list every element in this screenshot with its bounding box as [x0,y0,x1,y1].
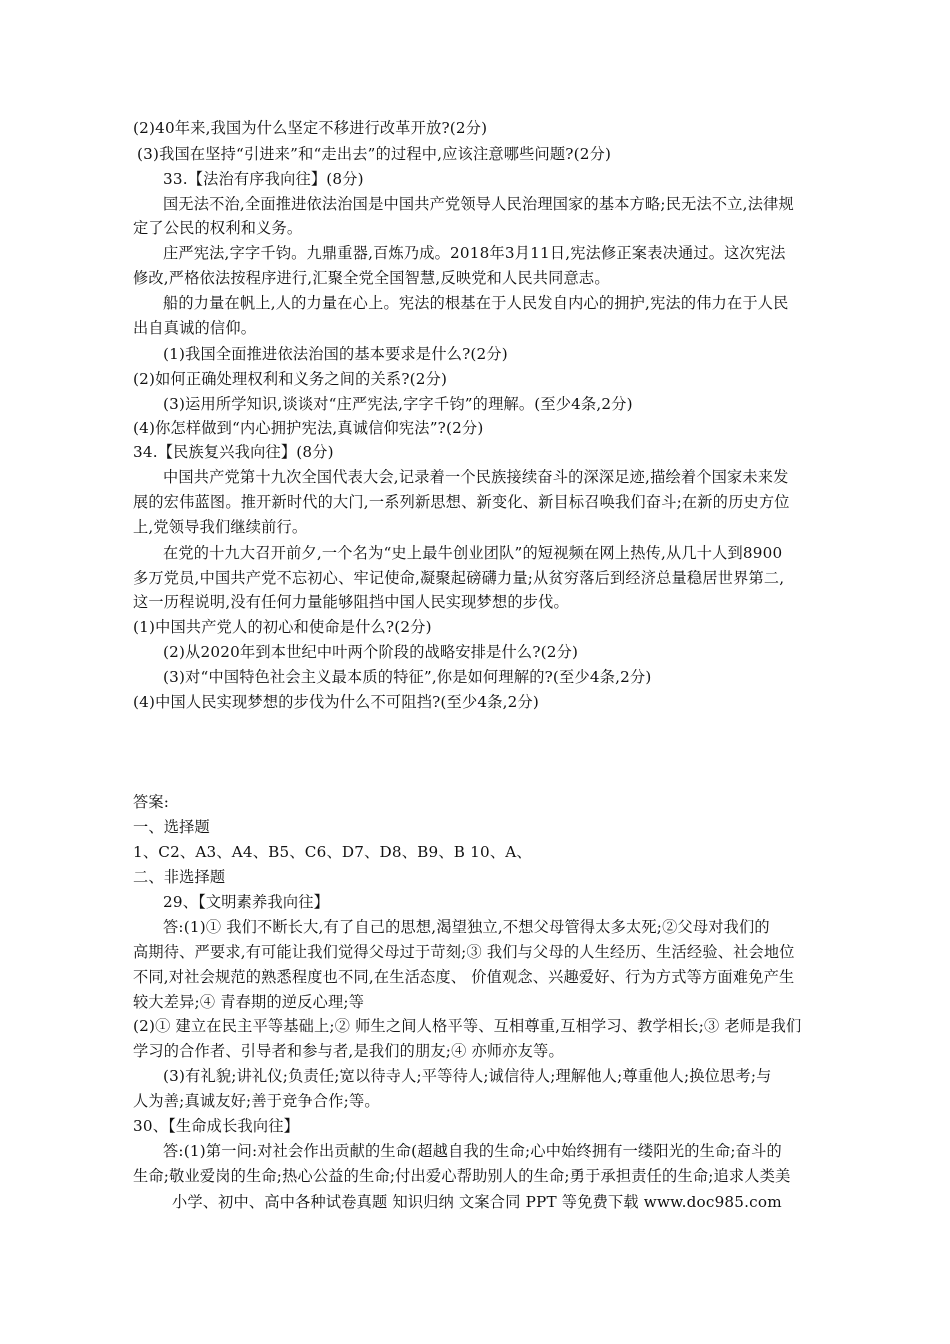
text-line: 修改,严格依法按程序进行,汇聚全党全国智慧,反映党和人民共同意志。 [133,269,610,287]
text-line: 上,党领导我们继续前行。 [133,518,308,536]
text-line: 高期待、严要求,有可能让我们觉得父母过于苛刻;③ 我们与父母的人生经历、生活经验、社会地位 [133,943,795,961]
text-line: (2)40年来,我国为什么坚定不移进行改革开放?(2分) [133,119,488,137]
text-line: 较大差异;④ 青春期的逆反心理;等 [133,993,365,1011]
text-line: 出自真诚的信仰。 [133,319,257,337]
text-line: 这一历程说明,没有任何力量能够阻挡中国人民实现梦想的步伐。 [133,593,569,611]
text-line: (3)有礼貌;讲礼仪;负责任;宽以待寺人;平等待人;诚信待人;理解他人;尊重他人;换位思考;与 [163,1067,772,1085]
question-heading: 33.【法治有序我向往】(8分) [163,170,364,188]
text-line: (4)中国人民实现梦想的步伐为什么不可阻挡?(至少4条,2分) [133,693,539,711]
question-heading: 34.【民族复兴我向往】(8分) [133,443,334,461]
text-line: (2)① 建立在民主平等基础上;② 师生之间人格平等、互相尊重,互相学习、教学相长;③ 老师是我们 [133,1017,802,1035]
question-heading: 29、【文明素养我向往】 [163,893,330,911]
text-line: (3)运用所学知识,谈谈对“庄严宪法,字字千钧”的理解。(至少4条,2分) [163,395,633,413]
text-line: 庄严宪法,字字千钧。九鼎重器,百炼乃成。2018年3月11日,宪法修正案表决通过。这次宪法 [163,244,786,262]
section-heading: 一、选择题 [133,818,210,836]
question-heading: 30、【生命成长我向往】 [133,1117,300,1135]
page-footer: 小学、初中、高中各种试卷真题 知识归纳 文案合同 PPT 等免费下载 www.doc985.com [172,1193,782,1211]
text-line: (2)从2020年到本世纪中叶两个阶段的战略安排是什么?(2分) [163,643,579,661]
text-line: 学习的合作者、引导者和参与者,是我们的朋友;④ 亦师亦友等。 [133,1042,564,1060]
text-line: (3)我国在坚持“引进来”和“走出去”的过程中,应该注意哪些问题?(2分) [137,145,612,163]
text-line: 生命;敬业爱岗的生命;热心公益的生命;付出爱心帮助别人的生命;勇于承担责任的生命;追求人类美 [133,1167,791,1185]
text-line: 答:(1)① 我们不断长大,有了自己的思想,渴望独立,不想父母管得太多太死;②父母对我们的 [163,918,770,936]
answer-heading: 答案: [133,793,170,811]
text-line: 中国共产党第十九次全国代表大会,记录着一个民族接续奋斗的深深足迹,描绘着个国家未来发 [163,468,789,486]
text-line: (3)对“中国特色社会主义最本质的特征”,你是如何理解的?(至少4条,2分) [163,668,652,686]
text-line: 船的力量在帆上,人的力量在心上。宪法的根基在于人民发自内心的拥护,宪法的伟力在于人民 [163,294,789,312]
text-line: 多万党员,中国共产党不忘初心、牢记使命,凝聚起磅礴力量;从贫穷落后到经济总量稳居世界第二, [133,569,785,587]
text-line: 人为善;真诚友好;善于竞争合作;等。 [133,1092,380,1110]
text-line: (2)如何正确处理权利和义务之间的关系?(2分) [133,370,448,388]
text-line: 展的宏伟蓝图。推开新时代的大门,一系列新思想、新变化、新目标召唤我们奋斗;在新的历史方位 [133,493,790,511]
answer-key-line: 1、C2、A3、A4、B5、C6、D7、D8、B9、B 10、A、 [133,843,532,861]
section-heading: 二、非选择题 [133,868,226,886]
text-line: 答:(1)第一问:对社会作出贡献的生命(超越自我的生命;心中始终拥有一缕阳光的生命;奋斗的 [163,1142,782,1160]
text-line: 定了公民的权利和义务。 [133,219,303,237]
text-line: 在党的十九大召开前夕,一个名为“史上最牛创业团队”的短视频在网上热传,从几十人到8900 [163,544,783,562]
text-line: (4)你怎样做到“内心拥护宪法,真诚信仰宪法”?(2分) [133,419,484,437]
text-line: 国无法不治,全面推进依法治国是中国共产党领导人民治理国家的基本方略;民无法不立,法律规 [163,195,794,213]
text-line: (1)我国全面推进依法治国的基本要求是什么?(2分) [163,345,508,363]
text-line: (1)中国共产党人的初心和使命是什么?(2分) [133,618,432,636]
text-line: 不同,对社会规范的熟悉程度也不同,在生活态度、 价值观念、兴趣爱好、行为方式等方面难免产生 [133,968,795,986]
